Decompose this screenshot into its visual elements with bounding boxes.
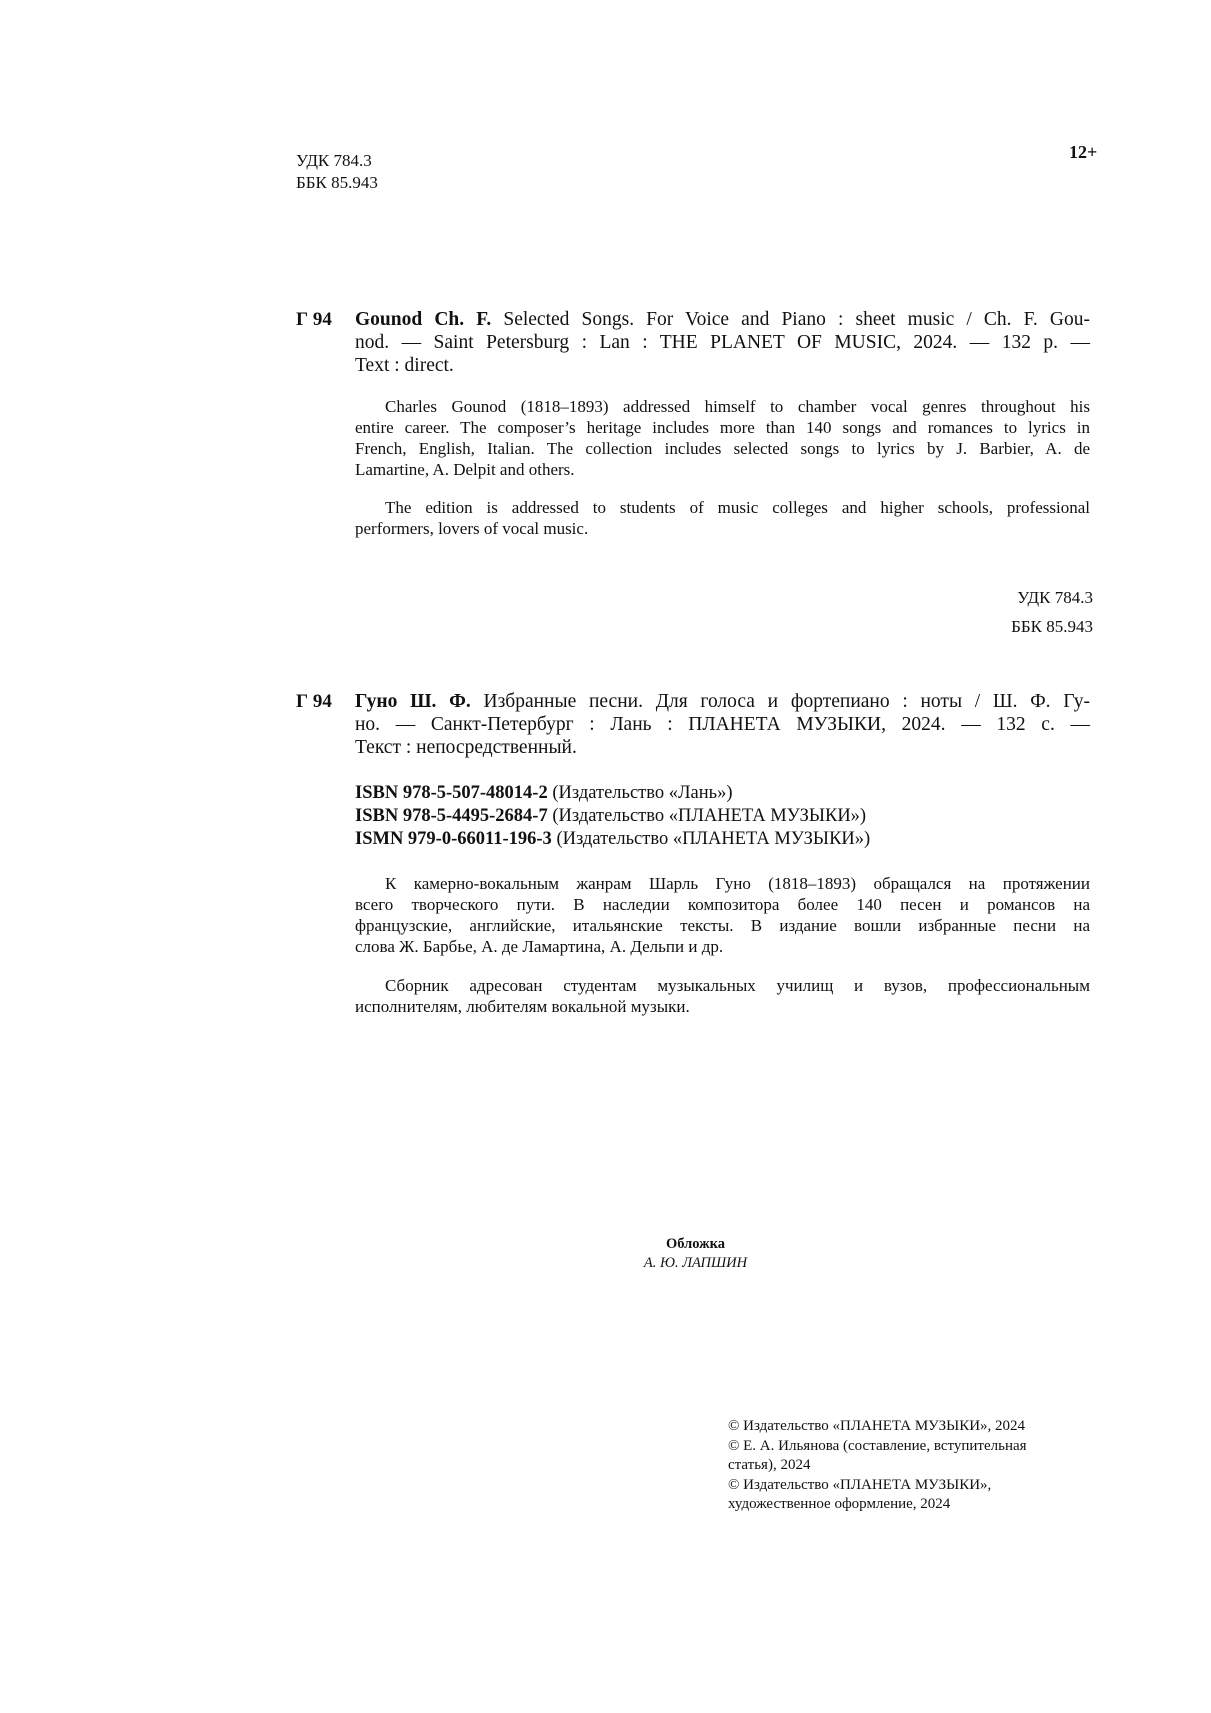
abstract-line: The edition is addressed to students of music colleges and higher schools, professional — [385, 498, 1090, 517]
abstract-line: entire career. The composer’s heritage includes more than 140 songs and romances to lyrics in — [355, 418, 1090, 437]
abstract-line: Сборник адресован студентам музыкальных училищ и вузов, профессиональным — [385, 976, 1090, 995]
abstract-line: performers, lovers of vocal music. — [355, 519, 589, 538]
isbn-line — [355, 805, 870, 828]
isbn-line — [355, 782, 870, 805]
copyright-line: статья), 2024 — [728, 1457, 811, 1473]
cover-credit — [0, 1235, 1211, 1273]
english-abstract-1 — [355, 396, 1090, 480]
abstract-line: исполнителям, любителям вокальной музыки. — [355, 997, 690, 1016]
author-name: Гуно Ш. Ф. — [355, 691, 471, 712]
udk-code-right: УДК 784.3 — [1017, 588, 1093, 607]
ismn-publisher: (Издательство «ПЛАНЕТА МУЗЫКИ») — [551, 829, 871, 849]
english-entry-text — [355, 308, 1090, 377]
isbn-publisher: (Издательство «ПЛАНЕТА МУЗЫКИ») — [547, 806, 867, 826]
udk-code: УДК 784.3 — [296, 151, 372, 170]
cover-artist: А. Ю. ЛАПШИН — [643, 1255, 748, 1271]
title-line-2: nod. — Saint Petersburg : Lan : THE PLANET OF MUSIC, 2024. — 132 p. — — [355, 332, 1090, 353]
abstract-line: Lamartine, A. Delpit and others. — [355, 460, 575, 479]
cover-title: Обложка — [665, 1236, 726, 1252]
copyright-line: художественное оформление, 2024 — [728, 1496, 951, 1512]
isbn-publisher: (Издательство «Лань») — [547, 783, 733, 803]
abstract-line: К камерно-вокальным жанрам Шарль Гуно (1818–1893) обращался на протяжении — [385, 874, 1090, 893]
title-line-1: Selected Songs. For Voice and Piano : sheet music / Ch. F. Gou- — [491, 309, 1090, 330]
title-line-2: но. — Санкт-Петербург : Лань : ПЛАНЕТА МУЗЫКИ, 2024. — 132 с. — — [355, 714, 1090, 735]
bbk-code: ББК 85.943 — [296, 173, 378, 192]
russian-abstract-1 — [355, 873, 1090, 957]
abstract-line: Charles Gounod (1818–1893) addressed himself to chamber vocal genres throughout his — [385, 397, 1090, 416]
copyright-line: © Е. А. Ильянова (составление, вступительная — [728, 1437, 1027, 1454]
top-classification — [296, 150, 378, 194]
copyright-line: © Издательство «ПЛАНЕТА МУЗЫКИ», — [728, 1476, 992, 1493]
isbn-code: ISBN 978-5-507-48014-2 — [355, 783, 548, 803]
abstract-line: French, English, Italian. The collection includes selected songs to lyrics by J. Barbier, A. de — [355, 439, 1090, 458]
russian-abstract-2 — [355, 975, 1090, 1017]
copyright-block — [728, 1417, 1068, 1515]
bbk-code-right: ББК 85.943 — [1011, 617, 1093, 636]
russian-entry-text — [355, 690, 1090, 759]
ismn-code: ISMN 979-0-66011-196-3 — [355, 829, 552, 849]
age-rating: 12+ — [1069, 142, 1098, 162]
abstract-line: французские, английские, итальянские тексты. В издание вошли избранные песни на — [355, 916, 1090, 935]
title-line-1: Избранные песни. Для голоса и фортепиано : ноты / Ш. Ф. Гу- — [470, 691, 1090, 712]
entry-code-russian: Г 94 — [296, 691, 332, 712]
abstract-line: слова Ж. Барбье, А. де Ламартина, А. Дельпи и др. — [355, 937, 724, 956]
isbn-code: ISBN 978-5-4495-2684-7 — [355, 806, 548, 826]
english-abstract-2 — [355, 497, 1090, 539]
identifier-list — [355, 782, 870, 851]
entry-code-english: Г 94 — [296, 309, 332, 330]
abstract-line: всего творческого пути. В наследии композитора более 140 песен и романсов на — [355, 895, 1090, 914]
ismn-line — [355, 828, 870, 851]
title-line-3: Текст : непосредственный. — [355, 737, 577, 758]
title-line-3: Text : direct. — [355, 355, 454, 376]
copyright-line: © Издательство «ПЛАНЕТА МУЗЫКИ», 2024 — [728, 1418, 1026, 1434]
author-name: Gounod Ch. F. — [355, 309, 492, 330]
